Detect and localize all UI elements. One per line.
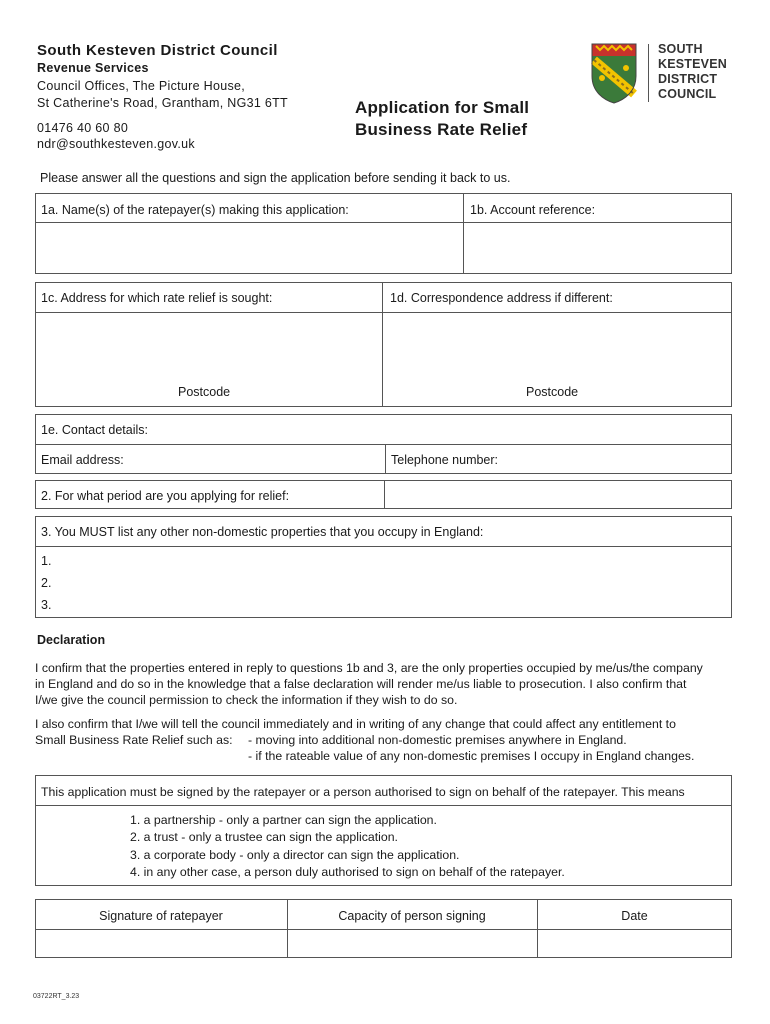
page-title	[355, 97, 529, 141]
logo-text-line-3: DISTRICT	[658, 72, 718, 86]
phone-number: 01476 40 60 80	[37, 121, 129, 135]
correspondence-postcode-label: Postcode	[526, 385, 579, 399]
relief-address-label: 1c. Address for which rate relief is sought:	[41, 291, 273, 305]
ratepayer-name-label: 1a. Name(s) of the ratepayer(s) making this application:	[41, 203, 349, 217]
ratepayer-name-field[interactable]	[36, 223, 462, 273]
signature-field[interactable]	[36, 930, 286, 957]
council-logo	[590, 42, 745, 104]
divider	[35, 444, 732, 445]
crest-icon	[590, 42, 638, 104]
signing-rule-2: 2. a trust - only a trustee can sign the application.	[130, 830, 398, 844]
title-line-2: Business Rate Relief	[355, 120, 528, 139]
declaration-para-2-line-2a: Small Business Rate Relief such as:	[35, 733, 233, 747]
logo-text-line-2: KESTEVEN	[658, 57, 727, 71]
other-property-line-3[interactable]: 3.	[41, 598, 52, 612]
declaration-para-2-line-2b: - moving into additional non-domestic premises anywhere in England.	[248, 733, 627, 747]
other-property-line-2[interactable]: 2.	[41, 576, 52, 590]
council-name: South Kesteven District Council	[37, 42, 278, 59]
address-line-2: St Catherine's Road, Grantham, NG31 6TT	[37, 96, 288, 110]
other-property-line-1[interactable]: 1.	[41, 554, 52, 568]
logo-divider	[648, 44, 649, 102]
title-line-1: Application for Small	[355, 98, 530, 117]
email-label[interactable]: Email address:	[41, 453, 124, 467]
capacity-column-header: Capacity of person signing	[338, 909, 486, 923]
telephone-label[interactable]: Telephone number:	[391, 453, 499, 467]
signing-intro: This application must be signed by the ratepayer or a person authorised to sign on behalf of the ratepayer. This means	[41, 785, 685, 799]
declaration-para-2-line-1: I also confirm that I/we will tell the council immediately and in writing of any change that could affect any entitlement to	[35, 717, 676, 731]
contact-details-label: 1e. Contact details:	[41, 423, 149, 437]
declaration-para-1-line-3: I/we give the council permission to check the information if they wish to do so.	[35, 693, 458, 707]
declaration-heading: Declaration	[37, 633, 106, 647]
other-properties-label: 3. You MUST list any other non-domestic properties that you occupy in England:	[41, 525, 484, 539]
capacity-field[interactable]	[288, 930, 536, 957]
signature-column-header: Signature of ratepayer	[99, 909, 223, 923]
relief-period-label: 2. For what period are you applying for relief:	[41, 489, 290, 503]
signing-rule-4: 4. in any other case, a person duly authorised to sign on behalf of the ratepayer.	[130, 865, 565, 879]
divider	[35, 805, 732, 806]
signing-rule-3: 3. a corporate body - only a director can sign the application.	[130, 848, 460, 862]
correspondence-address-label: 1d. Correspondence address if different:	[390, 291, 613, 305]
signing-rule-1: 1. a partnership - only a partner can sign the application.	[130, 813, 437, 827]
address-line-1: Council Offices, The Picture House,	[37, 79, 246, 93]
date-column-header: Date	[621, 909, 648, 923]
department-name: Revenue Services	[37, 61, 149, 75]
declaration-para-1-line-1: I confirm that the properties entered in reply to questions 1b and 3, are the only properties occupied by me/us/the company	[35, 661, 703, 675]
relief-period-field[interactable]	[385, 481, 731, 508]
declaration-para-1-line-2: in England and do so in the knowledge that a false declaration will render me/us liable to prosecution. I also confirm that	[35, 677, 687, 691]
date-field[interactable]	[538, 930, 731, 957]
account-reference-label: 1b. Account reference:	[470, 203, 596, 217]
declaration-para-2-line-3: - if the rateable value of any non-domestic premises I occupy in England changes.	[248, 749, 695, 763]
divider	[385, 444, 386, 474]
account-reference-field[interactable]	[464, 223, 731, 273]
logo-text-line-1: SOUTH	[658, 42, 703, 56]
relief-postcode-label: Postcode	[178, 385, 231, 399]
form-code: 03722RT_3.23	[33, 993, 80, 1000]
email-address: ndr@southkesteven.gov.uk	[37, 137, 195, 151]
intro-text: Please answer all the questions and sign the application before sending it back to us.	[40, 171, 511, 185]
logo-text-line-4: COUNCIL	[658, 87, 717, 101]
divider	[35, 546, 732, 547]
